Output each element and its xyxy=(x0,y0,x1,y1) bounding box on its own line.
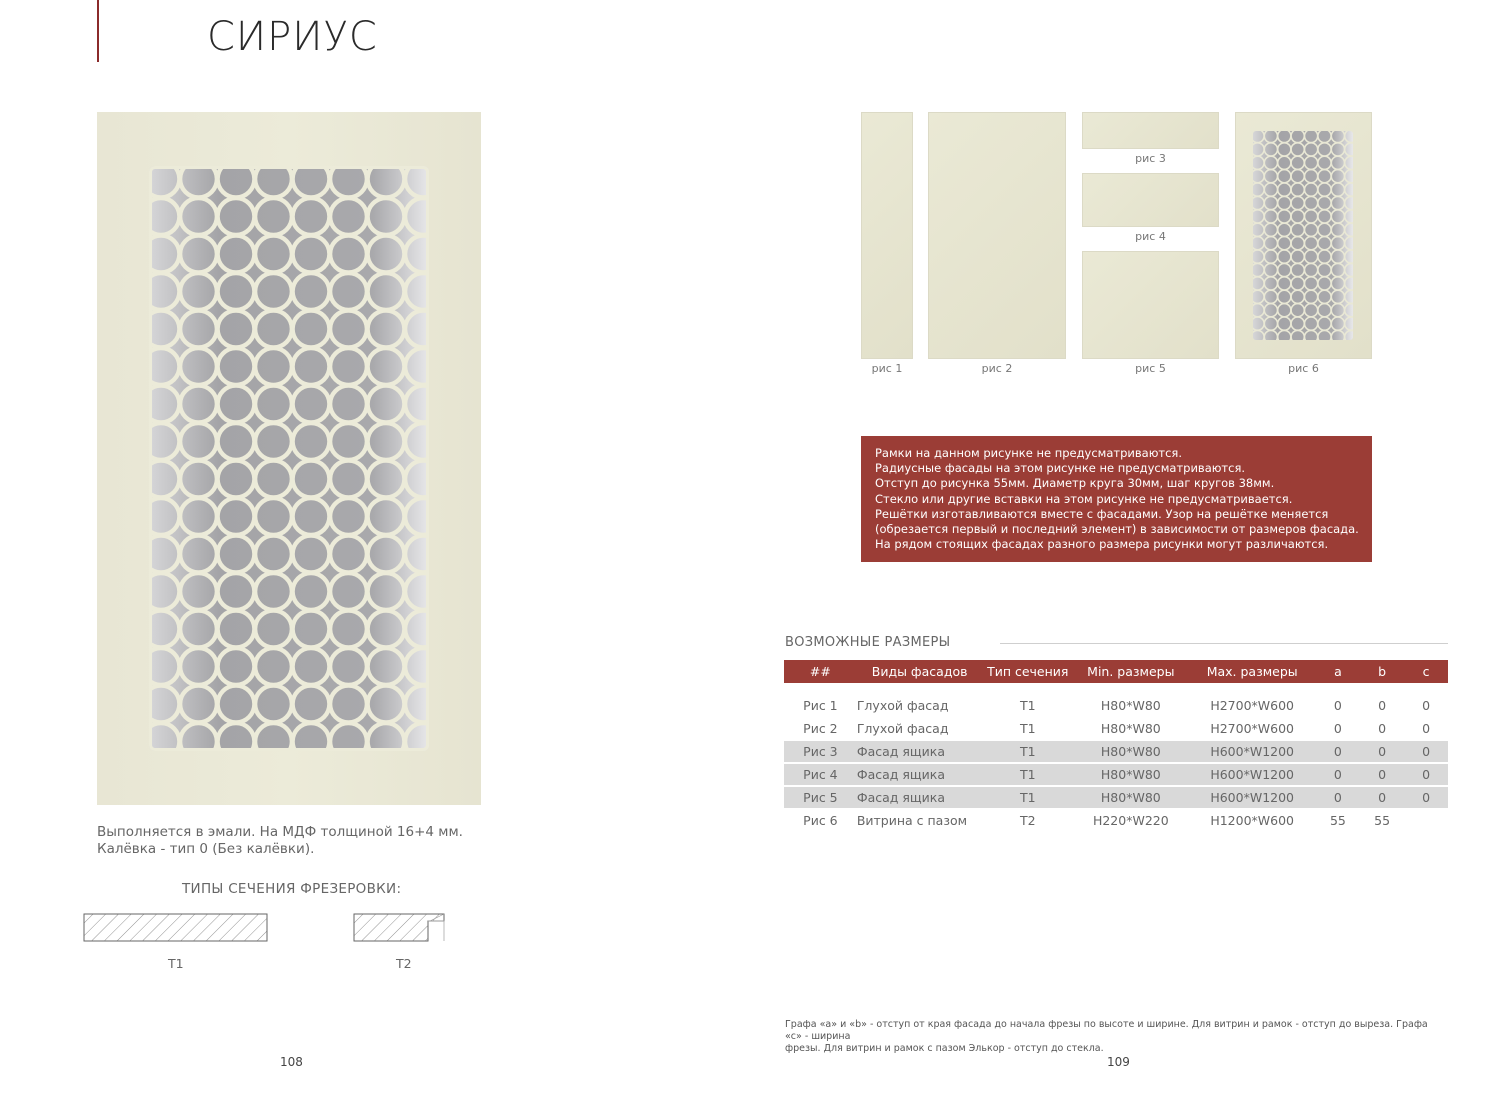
description-line: Выполняется в эмали. На МДФ толщиной 16+4 мм. xyxy=(97,824,463,840)
table-cell: H600*W1200 xyxy=(1189,763,1316,786)
table-cell: 0 xyxy=(1360,763,1404,786)
pattern-ring xyxy=(1238,317,1251,330)
pattern-ring xyxy=(1358,183,1371,196)
section-t1-drawing xyxy=(82,912,272,944)
pattern-ring xyxy=(443,236,480,273)
thumbnail-fig6 xyxy=(1235,112,1372,359)
pattern-ring xyxy=(105,686,142,723)
table-row xyxy=(784,695,1448,717)
notice-line: Радиусные фасады на этом рисунке не предусматриваются. xyxy=(875,461,1246,476)
pattern-ring xyxy=(1358,210,1371,223)
pattern-ring xyxy=(1238,170,1251,183)
table-cell: H80*W80 xyxy=(1073,786,1188,809)
pattern-ring xyxy=(1318,116,1331,129)
thumbnail-caption: рис 3 xyxy=(1135,152,1166,165)
section-t2-drawing xyxy=(352,912,456,944)
table-cell: Рис 3 xyxy=(784,740,857,763)
pattern-ring xyxy=(1238,129,1251,142)
pattern-ring xyxy=(1305,116,1318,129)
pattern-ring xyxy=(330,123,367,160)
pattern-ring xyxy=(1331,344,1344,357)
table-cell: Фасад ящика xyxy=(857,763,983,786)
thumbnail-caption: рис 6 xyxy=(1288,362,1319,375)
pattern-ring xyxy=(1238,277,1251,290)
footnote-line: фрезы. Для витрин и рамок с пазом Элькор - отступ до стекла. xyxy=(785,1043,1104,1054)
pattern-ring xyxy=(1358,304,1371,317)
pattern-ring xyxy=(218,123,255,160)
pattern-ring xyxy=(255,798,292,805)
pattern-ring xyxy=(1238,290,1251,303)
pattern-ring xyxy=(1251,116,1264,129)
pattern-ring xyxy=(1238,357,1251,359)
pattern-ring xyxy=(1358,143,1371,156)
table-cell: H2700*W600 xyxy=(1189,717,1316,740)
table-cell: Рис 2 xyxy=(784,717,857,740)
notice-line: Стекло или другие вставки на этом рисунке не предусматривается. xyxy=(875,491,1293,506)
table-cell: H2700*W600 xyxy=(1189,695,1316,717)
table-row xyxy=(784,763,1448,786)
pattern-ring xyxy=(105,536,142,573)
section-t2-label: T2 xyxy=(396,956,412,971)
thumbnail-pattern xyxy=(1235,112,1372,359)
sizes-divider xyxy=(1000,643,1448,644)
thumbnail-caption: рис 2 xyxy=(981,362,1013,375)
footnote xyxy=(785,1019,1445,1055)
pattern-ring xyxy=(1358,357,1371,359)
table-cell: 0 xyxy=(1404,740,1448,763)
pattern-ring xyxy=(180,123,217,160)
pattern-ring xyxy=(1264,116,1277,129)
table-cell: 0 xyxy=(1360,695,1404,717)
pattern-ring xyxy=(105,386,142,423)
pattern-ring xyxy=(143,798,180,805)
pattern-ring xyxy=(218,761,255,798)
thumbnail-caption: рис 5 xyxy=(1135,362,1166,375)
pattern-ring xyxy=(1238,263,1251,276)
facade-pattern xyxy=(97,112,481,805)
pattern-ring xyxy=(368,798,405,805)
sizes-title: ВОЗМОЖНЫЕ РАЗМЕРЫ xyxy=(785,635,951,650)
pattern-ring xyxy=(1238,156,1251,169)
main-facade-image xyxy=(97,112,481,805)
section-t1-label: T1 xyxy=(168,956,184,971)
pattern-ring xyxy=(405,761,442,798)
pattern-ring xyxy=(1318,344,1331,357)
pattern-ring xyxy=(443,611,480,648)
pattern-ring xyxy=(105,461,142,498)
column-header: Тип сечения xyxy=(982,660,1073,683)
pattern-ring xyxy=(1251,344,1264,357)
pattern-ring xyxy=(1238,196,1251,209)
pattern-ring xyxy=(1318,357,1331,359)
pattern-ring xyxy=(105,798,142,805)
pattern-ring xyxy=(405,798,442,805)
pattern-ring xyxy=(105,311,142,348)
pattern-ring xyxy=(443,498,480,535)
pattern-ring xyxy=(105,573,142,610)
notice-line: Решётки изготавливаются вместе с фасадами. Узор на решётке меняется xyxy=(875,506,1329,521)
pattern-ring xyxy=(1358,250,1371,263)
product-description xyxy=(97,824,463,858)
table-cell: Фасад ящика xyxy=(857,740,983,763)
table-cell: 0 xyxy=(1404,717,1448,740)
pattern-ring xyxy=(1358,263,1371,276)
pattern-ring xyxy=(443,761,480,798)
table-cell: H220*W220 xyxy=(1073,809,1188,832)
pattern-ring xyxy=(1331,116,1344,129)
table-cell: Рис 5 xyxy=(784,786,857,809)
pattern-ring xyxy=(105,498,142,535)
table-cell: 0 xyxy=(1360,786,1404,809)
pattern-ring xyxy=(255,761,292,798)
table-cell: 0 xyxy=(1316,695,1360,717)
pattern-ring xyxy=(1345,357,1358,359)
table-cell: Глухой фасад xyxy=(857,717,983,740)
pattern-ring xyxy=(218,798,255,805)
pattern-ring xyxy=(443,123,480,160)
pattern-ring xyxy=(143,761,180,798)
pattern-ring xyxy=(1358,290,1371,303)
pattern-ring xyxy=(1238,344,1251,357)
pattern-ring xyxy=(443,161,480,198)
pattern-ring xyxy=(1358,237,1371,250)
table-cell: T1 xyxy=(982,717,1073,740)
column-header: Виды фасадов xyxy=(857,660,983,683)
column-header: a xyxy=(1316,660,1360,683)
pattern-ring xyxy=(443,686,480,723)
pattern-ring xyxy=(443,386,480,423)
table-cell: 0 xyxy=(1316,786,1360,809)
pattern-ring xyxy=(105,198,142,235)
page-title: СИРИУС xyxy=(207,14,378,60)
pattern-ring xyxy=(1358,156,1371,169)
pattern-ring xyxy=(1238,330,1251,343)
table-cell: 0 xyxy=(1316,740,1360,763)
table-cell: H80*W80 xyxy=(1073,740,1188,763)
section-types-title: ТИПЫ СЕЧЕНИЯ ФРЕЗЕРОВКИ: xyxy=(182,881,402,897)
notice-line: (обрезается первый и последний элемент) в зависимости от размеров фасада. xyxy=(875,522,1359,537)
pattern-ring xyxy=(105,161,142,198)
table-cell: H1200*W600 xyxy=(1189,809,1316,832)
pattern-ring xyxy=(105,423,142,460)
pattern-ring xyxy=(1238,223,1251,236)
pattern-ring xyxy=(368,761,405,798)
table-cell: T1 xyxy=(982,695,1073,717)
table-row xyxy=(784,740,1448,763)
pattern-ring xyxy=(1264,357,1277,359)
pattern-ring xyxy=(1358,344,1371,357)
pattern-ring xyxy=(1238,237,1251,250)
table-cell: 0 xyxy=(1316,717,1360,740)
pattern-ring xyxy=(443,198,480,235)
table-cell: 0 xyxy=(1404,786,1448,809)
pattern-ring xyxy=(1358,129,1371,142)
pattern-ring xyxy=(443,273,480,310)
pattern-ring xyxy=(255,123,292,160)
table-cell: Витрина с пазом xyxy=(857,809,983,832)
pattern-ring xyxy=(405,123,442,160)
pattern-ring xyxy=(443,311,480,348)
page-number-left: 108 xyxy=(280,1055,303,1069)
pattern-ring xyxy=(1238,304,1251,317)
pattern-ring xyxy=(443,798,480,805)
table-row xyxy=(784,809,1448,832)
table-cell: Рис 4 xyxy=(784,763,857,786)
thumbnail-fig4 xyxy=(1082,173,1219,227)
footnote-line: Графа «a» и «b» - отступ от края фасада до начала фрезы по высоте и ширине. Для витрин и рамок - отступ до выреза. Графа «c» - ширина xyxy=(785,1019,1428,1042)
thumbnail-fig2 xyxy=(928,112,1066,359)
thumbnail-caption: рис 1 xyxy=(871,362,903,375)
pattern-ring xyxy=(105,648,142,685)
pattern-ring xyxy=(293,761,330,798)
pattern-ring xyxy=(443,723,480,760)
pattern-ring xyxy=(443,573,480,610)
notice-line: Отступ до рисунка 55мм. Диаметр круга 30мм, шаг кругов 38мм. xyxy=(875,476,1275,491)
notice-line: Рамки на данном рисунке не предусматриваются. xyxy=(875,446,1182,460)
header-accent-rule xyxy=(97,0,99,62)
pattern-ring xyxy=(105,761,142,798)
pattern-ring xyxy=(1305,344,1318,357)
pattern-ring xyxy=(330,761,367,798)
pattern-ring xyxy=(1358,277,1371,290)
pattern-ring xyxy=(443,348,480,385)
table-cell: Рис 1 xyxy=(784,695,857,717)
pattern-ring xyxy=(1264,344,1277,357)
pattern-ring xyxy=(105,236,142,273)
pattern-ring xyxy=(105,723,142,760)
pattern-ring xyxy=(180,761,217,798)
column-header: ## xyxy=(784,660,857,683)
pattern-ring xyxy=(1278,357,1291,359)
pattern-ring xyxy=(105,611,142,648)
column-header: Min. размеры xyxy=(1073,660,1188,683)
table-row xyxy=(784,717,1448,740)
thumbnail-fig1 xyxy=(861,112,913,359)
pattern-ring xyxy=(1291,344,1304,357)
table-cell: 55 xyxy=(1316,809,1360,832)
table-cell: 55 xyxy=(1360,809,1404,832)
table-cell: T1 xyxy=(982,763,1073,786)
pattern-ring xyxy=(1358,223,1371,236)
table-cell: T1 xyxy=(982,786,1073,809)
notice-box xyxy=(861,436,1372,562)
pattern-ring xyxy=(1238,143,1251,156)
pattern-ring xyxy=(1345,116,1358,129)
pattern-ring xyxy=(105,123,142,160)
pattern-ring xyxy=(1278,344,1291,357)
pattern-ring xyxy=(1238,116,1251,129)
pattern-ring xyxy=(1358,196,1371,209)
table-cell: H600*W1200 xyxy=(1189,786,1316,809)
thumbnail-fig5 xyxy=(1082,251,1219,359)
pattern-ring xyxy=(1238,183,1251,196)
pattern-ring xyxy=(1358,116,1371,129)
table-cell xyxy=(1404,809,1448,832)
pattern-ring xyxy=(1278,116,1291,129)
table-cell: H80*W80 xyxy=(1073,717,1188,740)
table-cell: 0 xyxy=(1360,717,1404,740)
pattern-ring xyxy=(180,798,217,805)
pattern-ring xyxy=(1305,357,1318,359)
table-cell: 0 xyxy=(1316,763,1360,786)
pattern-ring xyxy=(1331,357,1344,359)
pattern-ring xyxy=(1238,210,1251,223)
pattern-ring xyxy=(1358,170,1371,183)
pattern-ring xyxy=(443,423,480,460)
pattern-ring xyxy=(1291,357,1304,359)
column-header: b xyxy=(1360,660,1404,683)
pattern-ring xyxy=(443,648,480,685)
description-line: Калёвка - тип 0 (Без калёвки). xyxy=(97,841,315,857)
pattern-ring xyxy=(1291,116,1304,129)
column-header: c xyxy=(1404,660,1448,683)
column-header: Max. размеры xyxy=(1189,660,1316,683)
page-number-right: 109 xyxy=(1107,1055,1130,1069)
table-cell: T2 xyxy=(982,809,1073,832)
table-cell: Фасад ящика xyxy=(857,786,983,809)
notice-line: На рядом стоящих фасадах разного размера рисунки могут различаются. xyxy=(875,537,1329,552)
pattern-ring xyxy=(443,536,480,573)
pattern-ring xyxy=(1345,344,1358,357)
pattern-ring xyxy=(143,123,180,160)
pattern-ring xyxy=(105,348,142,385)
pattern-ring xyxy=(1251,357,1264,359)
table-cell: H600*W1200 xyxy=(1189,740,1316,763)
pattern-ring xyxy=(1358,330,1371,343)
pattern-ring xyxy=(293,798,330,805)
pattern-ring xyxy=(293,123,330,160)
sizes-table xyxy=(784,660,1448,833)
table-row xyxy=(784,786,1448,809)
table-cell: Рис 6 xyxy=(784,809,857,832)
table-cell: Глухой фасад xyxy=(857,695,983,717)
table-cell: 0 xyxy=(1404,763,1448,786)
table-header-row xyxy=(784,660,1448,683)
table-cell: 0 xyxy=(1404,695,1448,717)
thumbnail-caption: рис 4 xyxy=(1135,230,1166,243)
pattern-ring xyxy=(1238,250,1251,263)
table-cell: H80*W80 xyxy=(1073,695,1188,717)
pattern-ring xyxy=(330,798,367,805)
table-cell: T1 xyxy=(982,740,1073,763)
thumbnail-fig3 xyxy=(1082,112,1219,149)
pattern-ring xyxy=(105,273,142,310)
pattern-ring xyxy=(443,461,480,498)
pattern-ring xyxy=(1358,317,1371,330)
table-cell: 0 xyxy=(1360,740,1404,763)
pattern-ring xyxy=(368,123,405,160)
table-cell: H80*W80 xyxy=(1073,763,1188,786)
